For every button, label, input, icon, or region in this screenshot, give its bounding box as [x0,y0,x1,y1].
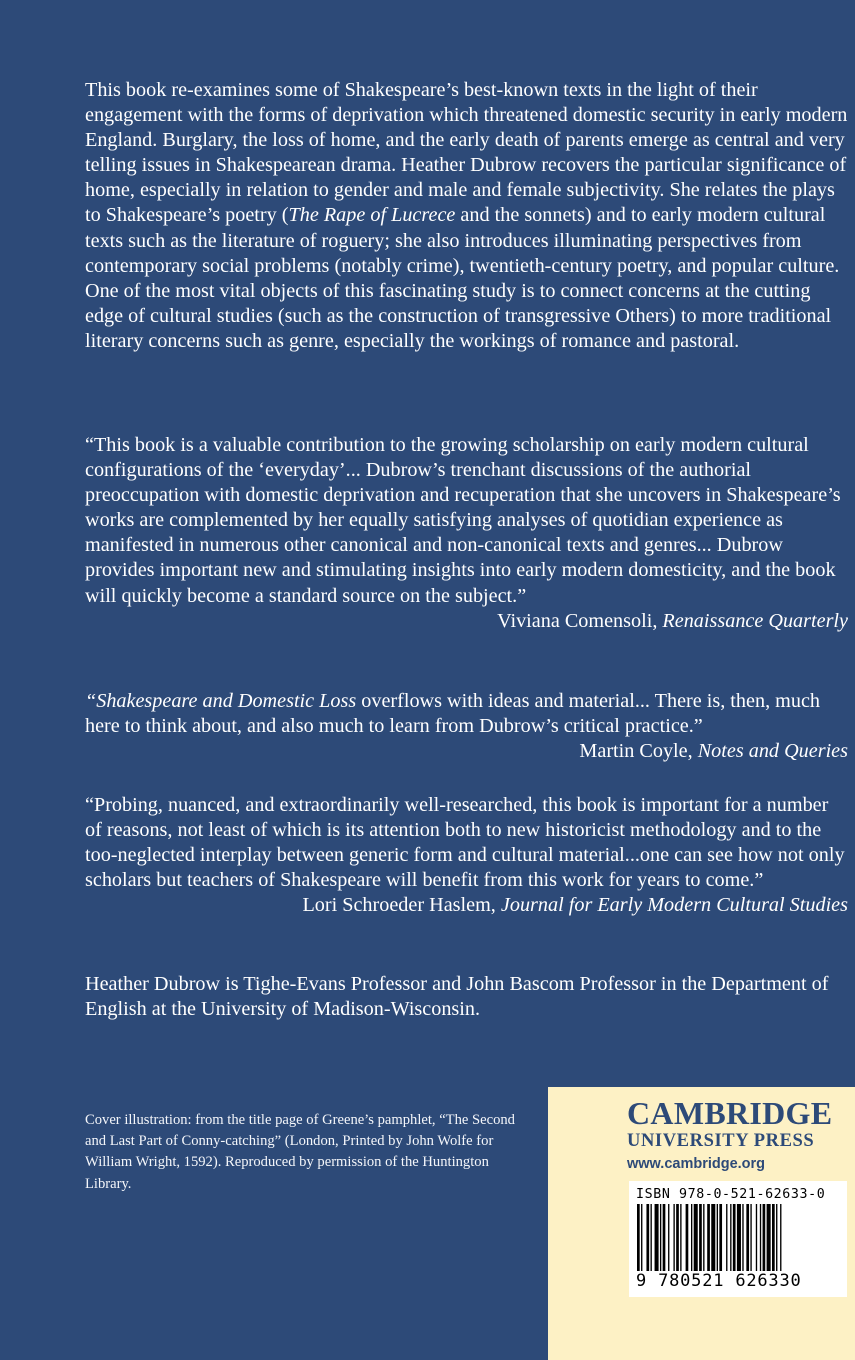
author-bio [85,972,848,1022]
review-quote-text: overflows with ideas and material... There is, then, much here to think about, and also much to learn from Dubrow’s critical practice.” [85,690,821,738]
cover-credit: Cover illustration: from the title page of Greene’s pamphlet, “The Second and Last Part of Conny-catching” (London, Printed by John Wolfe for William Wright, 1592). Reproduced by permission of the Huntington Library. [85,1112,515,1192]
reviewer-name: Viviana Comensoli, [497,609,663,632]
review-2 [85,689,848,764]
review-1 [85,433,848,634]
barcode-icon [635,1204,841,1276]
barcode-digits: 9 780521 626330 [636,1271,802,1291]
review-quote: “This book is a valuable contribution to the growing scholarship on early modern cultural configurations of the ‘everyday’... Dubrow’s trenchant discussions of the authorial preoccupation with domestic deprivation and recuperation that she uncovers in Shakespeare’s works are complemented by her equally satisfying analyses of quotidian experience as manifested in numerous other canonical and non-canonical texts and genres... Dubrow provides important new and stimulating insights into early modern domesticity, and the book will quickly become a standard source on the subject.” [85,434,841,607]
review-publication: Notes and Queries [697,740,848,763]
review-quote [85,689,848,739]
reviewer-name: Lori Schroeder Haslem, [302,894,501,917]
description-text-2: and the sonnets) and to early modern cultural texts such as the literature of roguery; she also introduces illuminating perspectives from contemporary social problems (notably crime), twentieth-century poetry, and popular culture. One of the most vital objects of this fascinating study is to connect concerns at the cutting edge of cultural studies (such as the construction of transgressive Others) to more traditional literary concerns such as genre, especially the workings of romance and pastoral. [85,204,840,352]
publisher-name: CAMBRIDGE [627,1095,833,1131]
book-description [85,78,848,354]
review-attribution [85,609,848,634]
book-title: “Shakespeare and Domestic Loss [85,690,357,712]
description-text-1: This book re-examines some of Shakespeare’s best-known texts in the light of their engagement with the forms of deprivation which threatened domestic security in early modern England. Burglary, the loss of home, and the early death of parents emerge as central and very telling issues in Shakespearean drama. Heather Dubrow recovers the particular significance of home, especially in relation to gender and male and female subjectivity. She relates the plays to Shakespeare’s poetry ( [85,79,848,227]
review-quote: “Probing, nuanced, and extraordinarily well-researched, this book is important for a number of reasons, not least of which is its attention both to new historicist methodology and to the too-neglected interplay between generic form and cultural material...one can see how not only scholars but teachers of Shakespeare will benefit from this work for years to come.” [85,794,845,892]
author-bio-text: Heather Dubrow is Tighe-Evans Professor and John Bascom Professor in the Department of English at the University of Madison-Wisconsin. [85,973,829,1021]
poem-title: The Rape of Lucrece [288,204,456,227]
isbn-barcode [629,1181,847,1297]
reviewer-name: Martin Coyle, [579,740,698,763]
isbn-label: ISBN 978-0-521-62633-0 [636,1187,826,1202]
description-paragraph [85,78,848,354]
publisher-url: www.cambridge.org [627,1156,766,1172]
review-publication: Renaissance Quarterly [662,609,848,632]
review-attribution [85,893,848,918]
review-3 [85,793,848,918]
publisher-press: UNIVERSITY PRESS [627,1131,815,1151]
review-publication: Journal for Early Modern Cultural Studies [500,894,848,917]
review-attribution [85,739,848,764]
publisher-panel [548,1087,855,1360]
